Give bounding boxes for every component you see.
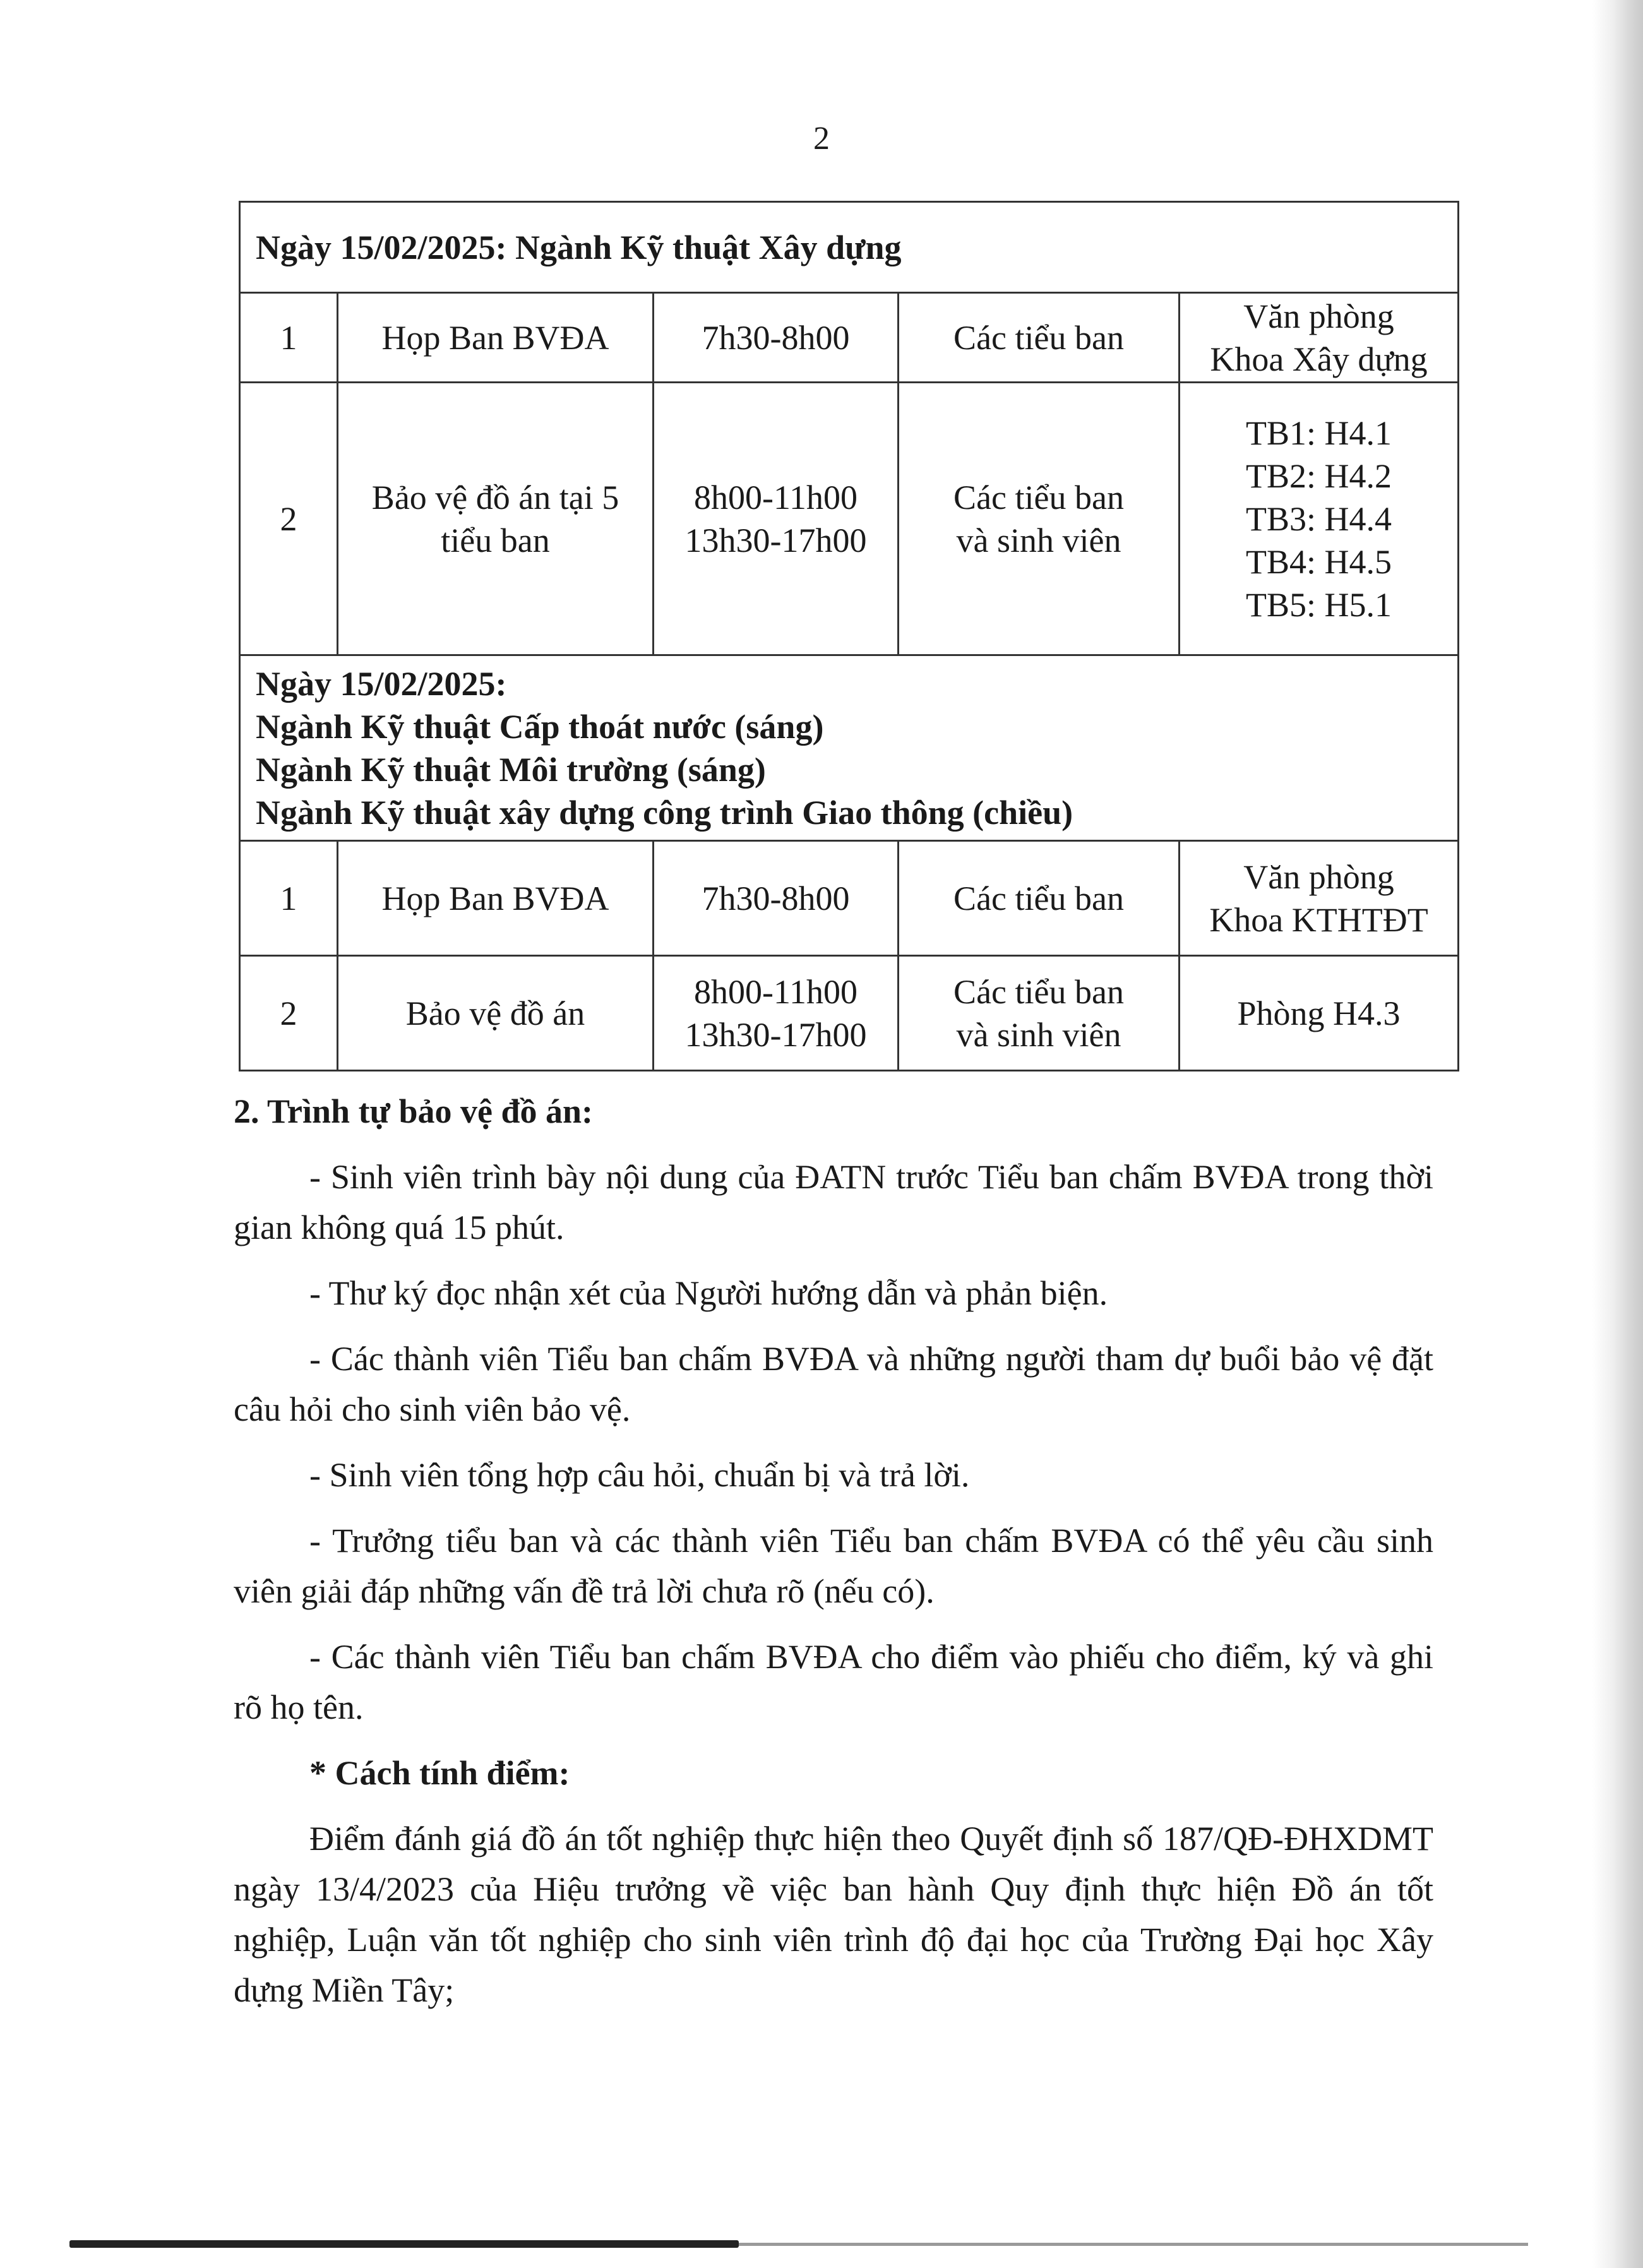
activity-cell: Bảo vệ đồ án [338, 956, 654, 1071]
table-row [240, 293, 1459, 383]
participants-cell [899, 956, 1180, 1071]
location-line: Khoa Xây dựng [1210, 340, 1428, 378]
location-cell: Phòng H4.3 [1180, 956, 1459, 1071]
paragraph: - Sinh viên tổng hợp câu hỏi, chuẩn bị và trả lời. [309, 1456, 970, 1494]
paragraph: - Trưởng tiểu ban và các thành viên Tiểu ban chấm BVĐA có thể yêu cầu sinh viên giải đáp những vấn đề trả lời chưa rõ (nếu có). [234, 1522, 1433, 1610]
activity-cell [338, 383, 654, 655]
time-cell: 7h30-8h00 [654, 293, 899, 383]
participants-line: Các tiểu ban [953, 478, 1124, 516]
location-line: Văn phòng [1243, 297, 1394, 335]
row-number: 1 [240, 841, 338, 956]
location-line: TB4: H4.5 [1246, 542, 1392, 581]
scan-bottom-edge-faint [739, 2243, 1528, 2246]
row-number: 2 [240, 383, 338, 655]
section1-header: Ngày 15/02/2025: Ngành Kỹ thuật Xây dựng [240, 202, 1459, 293]
location-line: Khoa KTHTĐT [1209, 900, 1428, 939]
participants-line: và sinh viên [956, 1015, 1121, 1054]
time-line: 13h30-17h00 [684, 521, 867, 559]
time-line: 13h30-17h00 [684, 1015, 867, 1054]
section2-header [240, 655, 1459, 841]
location-line: TB1: H4.1 [1246, 414, 1392, 452]
scan-bottom-edge [69, 2240, 739, 2248]
row-number: 2 [240, 956, 338, 1071]
table-row [240, 956, 1459, 1071]
participants-line: và sinh viên [956, 521, 1121, 559]
participants-line: Các tiểu ban [953, 972, 1124, 1011]
location-cell [1180, 293, 1459, 383]
activity-line: tiểu ban [441, 521, 550, 559]
time-cell [654, 956, 899, 1071]
paragraph: - Các thành viên Tiểu ban chấm BVĐA cho điểm vào phiếu cho điểm, ký và ghi rõ họ tên. [234, 1638, 1433, 1726]
location-line: TB3: H4.4 [1246, 499, 1392, 538]
section2-header-line: Ngành Kỹ thuật xây dựng công trình Giao thông (chiều) [256, 793, 1073, 832]
scoring-subheading: * Cách tính điểm: [309, 1754, 570, 1792]
activity-line: Bảo vệ đồ án tại 5 [371, 478, 619, 516]
document-body [234, 1086, 1433, 2015]
section1-header-row [240, 202, 1459, 293]
location-line: TB2: H4.2 [1246, 457, 1392, 495]
section-heading: 2. Trình tự bảo vệ đồ án: [234, 1092, 594, 1130]
paragraph: - Sinh viên trình bày nội dung của ĐATN trước Tiểu ban chấm BVĐA trong thời gian không quá 15 phút. [234, 1158, 1433, 1246]
participants-cell [899, 383, 1180, 655]
schedule-table [239, 201, 1459, 1071]
time-line: 8h00-11h00 [694, 478, 857, 516]
page-number: 2 [813, 121, 830, 157]
scoring-paragraph: Điểm đánh giá đồ án tốt nghiệp thực hiện theo Quyết định số 187/QĐ-ĐHXDMT ngày 13/4/2023 của Hiệu trưởng về việc ban hành Quy định thực hiện Đồ án tốt nghiệp, Luận văn tốt nghiệp cho sinh viên trình độ đại học của Trường Đại học Xây dựng Miền Tây; [234, 1820, 1433, 2009]
location-cell [1180, 383, 1459, 655]
time-line: 8h00-11h00 [694, 972, 857, 1011]
location-cell [1180, 841, 1459, 956]
section2-header-line: Ngày 15/02/2025: [256, 664, 507, 703]
activity-cell: Họp Ban BVĐA [338, 293, 654, 383]
time-cell: 7h30-8h00 [654, 841, 899, 956]
paragraph: - Thư ký đọc nhận xét của Người hướng dẫn và phản biện. [309, 1274, 1108, 1312]
participants-cell: Các tiểu ban [899, 841, 1180, 956]
section2-header-row [240, 655, 1459, 841]
paragraph: - Các thành viên Tiểu ban chấm BVĐA và những người tham dự buổi bảo vệ đặt câu hỏi cho sinh viên bảo vệ. [234, 1340, 1433, 1428]
section2-header-line: Ngành Kỹ thuật Môi trường (sáng) [256, 750, 766, 789]
scan-edge-shadow [1592, 0, 1643, 2268]
section2-header-line: Ngành Kỹ thuật Cấp thoát nước (sáng) [256, 707, 824, 746]
row-number: 1 [240, 293, 338, 383]
location-line: TB5: H5.1 [1246, 585, 1392, 624]
location-line: Văn phòng [1243, 857, 1394, 896]
table-row [240, 841, 1459, 956]
table-row [240, 383, 1459, 655]
time-cell [654, 383, 899, 655]
participants-cell: Các tiểu ban [899, 293, 1180, 383]
activity-cell: Họp Ban BVĐA [338, 841, 654, 956]
